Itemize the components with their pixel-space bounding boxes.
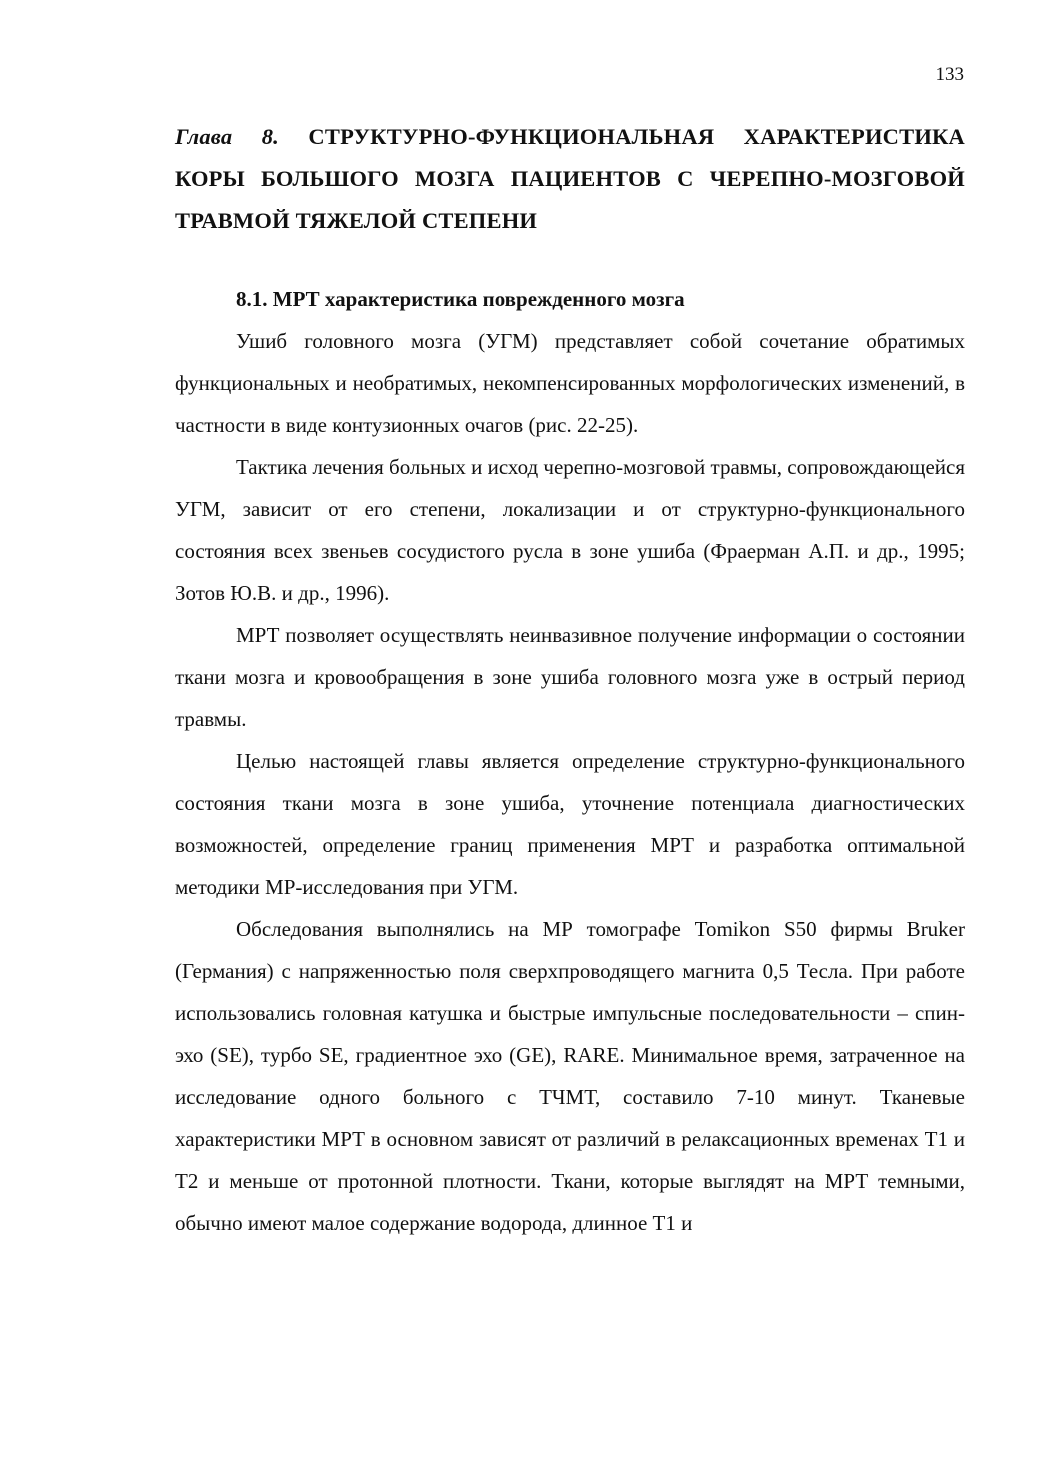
paragraph: Целью настоящей главы является определение структурно-функционального состояния ткани мозга в зоне ушиба, уточнение потенциала диагностических возможностей, определение границ применения МРТ и разработка оптимальной методики МР-исследования при УГМ. [175, 749, 965, 899]
chapter-title-text: СТРУКТУРНО-ФУНКЦИОНАЛЬНАЯ ХАРАКТЕРИСТИКА КОРЫ БОЛЬШОГО МОЗГА ПАЦИЕНТОВ С ЧЕРЕПНО-МОЗГОВОЙ ТРАВМОЙ ТЯЖЕЛОЙ СТЕПЕНИ [175, 124, 965, 233]
chapter-prefix: Глава 8. [175, 124, 280, 149]
paragraph: МРТ позволяет осуществлять неинвазивное получение информации о состоянии ткани мозга и кровообращения в зоне ушиба головного мозга уже в острый период травмы. [175, 623, 965, 731]
section-heading: 8.1. МРТ характеристика поврежденного мозга [236, 287, 685, 311]
page-number: 133 [935, 64, 964, 85]
paragraph: Ушиб головного мозга (УГМ) представляет собой сочетание обратимых функциональных и необратимых, некомпенсированных морфологических изменений, в частности в виде контузионных очагов (рис. 22-25). [175, 329, 965, 437]
paragraph: Тактика лечения больных и исход черепно-мозговой травмы, сопровождающейся УГМ, зависит от его степени, локализации и от структурно-функционального состояния всех звеньев сосудистого русла в зоне ушиба (Фраерман А.П. и др., 1995; Зотов Ю.В. и др., 1996). [175, 455, 965, 605]
body-text [175, 320, 965, 1244]
paragraph: Обследования выполнялись на МР томографе Tomikon S50 фирмы Bruker (Германия) с напряженностью поля сверхпроводящего магнита 0,5 Тесла. При работе использовались головная катушка и быстрые импульсные последовательности – спин-эхо (SE), турбо SE, градиентное эхо (GE), RARE. Минимальное время, затраченное на исследование одного больного с ТЧМТ, составило 7-10 минут. Тканевые характеристики МРТ в основном зависят от различий в релаксационных временах Т1 и Т2 и меньше от протонной плотности. Ткани, которые выглядят на МРТ темными, обычно имеют малое содержание водорода, длинное Т1 и [175, 917, 965, 1235]
chapter-title [175, 116, 965, 242]
